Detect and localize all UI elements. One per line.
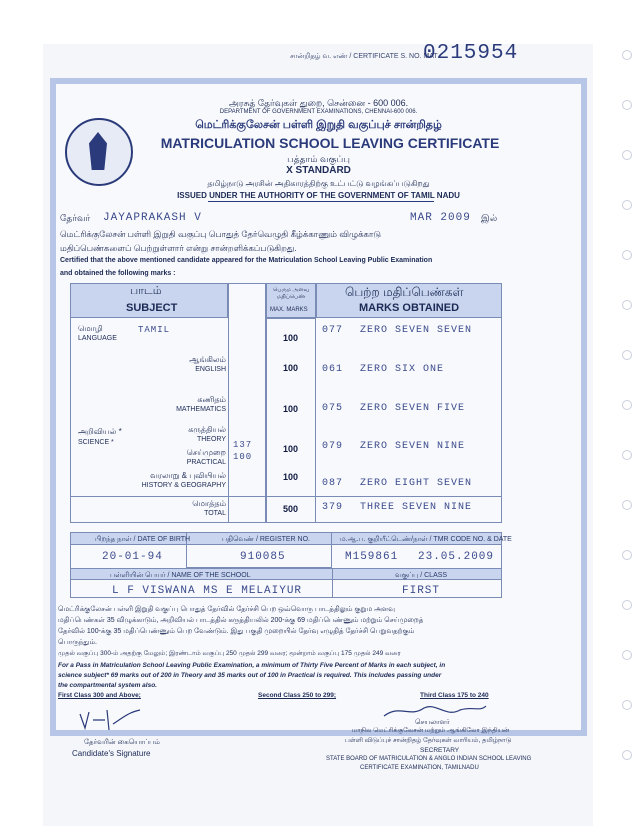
register-value: 910085 <box>240 551 286 563</box>
max-marks: 100 <box>283 444 299 454</box>
split-column <box>228 283 266 523</box>
exam-session: MAR 2009 <box>410 212 471 224</box>
marks-number: 075 <box>322 403 344 414</box>
note-english-1: For a Pass in Matriculation School Leaving Public Examination, a minimum of Thirty Five Percent of Marks in each subject, in <box>58 662 446 669</box>
subject-name-tamil: வரலாறு & புவியியல் <box>150 471 226 480</box>
secretary-label: SECRETARY <box>420 747 460 754</box>
language-label: LANGUAGE <box>78 335 117 342</box>
authority-tamil: தமிழ்நாடு அரசின் அதிகாரத்திற்கு உட்பட்டு வழங்கப்படுகிறது <box>207 179 430 188</box>
subject-name-tamil: கருத்தியல் <box>188 425 226 434</box>
candidate-name: JAYAPRAKASH V <box>103 212 202 224</box>
marks-words: ZERO SEVEN FIVE <box>360 403 466 414</box>
total-number: 379 <box>322 502 344 513</box>
certificate-number: 0215954 <box>423 42 519 65</box>
first-class-note: First Class 300 and Above; <box>58 692 141 699</box>
max-marks: 100 <box>283 333 299 343</box>
secretary-tamil-2: பள்ளி விடுப்புச் சான்றிதழ் தேர்வுகள் வாரியம், தமிழ்நாடு <box>345 737 512 744</box>
col-subject: SUBJECT <box>126 302 178 314</box>
title-tamil: மெட்ரிக்குலேசன் பள்ளி இறுதி வகுப்புச் சான்றிதழ் <box>195 119 442 131</box>
theory-split: 137 <box>233 440 253 450</box>
subject-name-tamil: ஆங்கிலம் <box>189 355 226 364</box>
subject-name-tamil: செய்முறை <box>186 448 226 457</box>
certificate-no-label: சான்றிதழ் வ. எண் / CERTIFICATE S. NO. MAT <box>290 53 438 60</box>
note-english-2: science subject* 69 marks out of 200 in Theory and 35 marks out of 100 in Practical is required. This includes passing under <box>58 672 442 679</box>
total-max: 500 <box>283 504 299 514</box>
register-label: பதிவெண் / REGISTER NO. <box>222 536 311 543</box>
session-suffix: இல் <box>481 213 498 223</box>
binder-holes <box>618 40 632 820</box>
marks-words: ZERO SEVEN NINE <box>360 441 466 452</box>
col-max-tamil: பெரும அளவு மதிப்பெண் <box>273 287 309 300</box>
second-class-note: Second Class 250 to 299; <box>258 692 337 699</box>
note-english-3: the compartmental system also. <box>58 682 157 689</box>
max-column <box>266 318 316 523</box>
total-label: TOTAL <box>204 510 226 517</box>
subject-name: THEORY <box>196 436 226 443</box>
total-tamil: மொத்தம் <box>192 499 226 508</box>
max-marks: 100 <box>283 363 299 373</box>
secretary-english-2: CERTIFICATE EXAMINATION, TAMILNADU <box>360 765 479 771</box>
col-obtained: MARKS OBTAINED <box>359 302 460 314</box>
marks-number: 077 <box>322 325 344 336</box>
col-max: MAX. MARKS <box>270 307 308 313</box>
secretary-tamil-title: செயலாளர் <box>415 719 450 726</box>
school-name: L F VISWANA MS E MELAIYUR <box>112 585 303 597</box>
total-words: THREE SEVEN NINE <box>360 502 473 513</box>
secretary-tamil-1: மாநில மெட்ரிக்குலேசன் மற்றும் ஆங்கிலோ இந்தியன் <box>352 727 510 734</box>
tmr-date: 23.05.2009 <box>418 551 495 563</box>
subject-name: ENGLISH <box>195 366 226 373</box>
subject-name: MATHEMATICS <box>176 406 226 413</box>
certify-english-1: Certified that the above mentioned candidate appeared for the Matriculation School Leaving Public Examination <box>60 257 433 264</box>
third-class-note: Third Class 175 to 240 <box>420 692 489 699</box>
dept-tamil: அரசுத் தேர்வுகள் துறை, சென்னை - 600 006. <box>228 98 409 108</box>
marks-words: ZERO SIX ONE <box>360 364 445 375</box>
class-label: வகுப்பு / CLASS <box>395 572 448 579</box>
note-tamil-3: தேர்வில் 100-க்கு 35 மதிப்பெண்ணும் பெற வேண்டும். இது பகுதி முறையில் தேர்வு எழுதித் தேர்ச்சி பெறுவதற்கும் <box>58 628 415 635</box>
school-label: பள்ளியின் பெயர் / NAME OF THE SCHOOL <box>110 572 251 579</box>
dob-value: 20-01-94 <box>102 551 163 563</box>
marks-words: ZERO SEVEN SEVEN <box>360 325 473 336</box>
dept-english: DEPARTMENT OF GOVERNMENT EXAMINATIONS, CHENNAI-600 006. <box>219 109 418 115</box>
note-tamil-4: பொருந்தும். <box>58 639 97 646</box>
practical-split: 100 <box>233 452 253 462</box>
marks-number: 061 <box>322 364 344 375</box>
subject-name: PRACTICAL <box>186 459 226 466</box>
max-marks: 100 <box>283 404 299 414</box>
note-tamil-1: மெட்ரிக்குலேசன் பள்ளி இறுதி வகுப்பு பொதுத் தேர்வில் தேர்ச்சி பெற ஒவ்வொரு பாடத்திலும் குறும அளவு <box>58 606 395 613</box>
marks-number: 079 <box>322 441 344 452</box>
candidate-label: தேர்வர் <box>60 213 91 223</box>
tmr-code: M159861 <box>345 551 399 563</box>
header-rule <box>208 201 434 202</box>
certify-tamil-2: மதிப்பெண்களைப் பெற்றுள்ளார் என்று சான்றளிக்கப்படுகிறது. <box>60 243 297 253</box>
max-marks: 100 <box>283 472 299 482</box>
candidate-signature-icon <box>75 706 145 734</box>
certify-tamil-1: மெட்ரிக்குலேசன் பள்ளி இறுதி வகுப்பு பொதுத் தேர்வெழுதி கீழ்க்காணும் விழுக்காடு <box>60 229 381 239</box>
language-tamil: மொழி <box>78 324 103 333</box>
marks-words: ZERO EIGHT SEVEN <box>360 478 473 489</box>
science-tamil: அறிவியல் * <box>78 427 122 436</box>
subject-name: HISTORY & GEOGRAPHY <box>141 482 226 489</box>
tmr-label: ம.ஆ.ப. குறியீட்டெண்/நாள் / TMR CODE NO. & DATE <box>340 536 512 543</box>
note-tamil-classes: முதல் வகுப்பு 300-ம் அதற்கு மேலும்; இரண்டாம் வகுப்பு 250 முதல் 299 வரை; மூன்றாம் வகுப்பு 175 முதல் 249 வரை <box>58 650 401 657</box>
title-english: MATRICULATION SCHOOL LEAVING CERTIFICATE <box>160 135 500 151</box>
standard-english: X STANDARD <box>286 165 351 176</box>
standard-tamil: பத்தாம் வகுப்பு <box>287 154 350 164</box>
certify-english-2: and obtained the following marks : <box>60 270 176 277</box>
dob-label: பிறந்த நாள் / DATE OF BIRTH <box>95 536 191 543</box>
class-value: FIRST <box>402 585 441 597</box>
candidate-signature-tamil: தேர்வரின் கையொப்பம் <box>84 739 160 746</box>
col-obtained-tamil: பெற்ற மதிப்பெண்கள் <box>345 285 464 299</box>
note-tamil-2: மதிப்பெண்கள் 35 விழுக்காடும், அறிவியல் பாடத்தில் கருத்தியலில் 200-க்கு 69 மதிப்பெண்ணும் மற்றும் செய்முறைத் <box>58 617 424 624</box>
marks-number: 087 <box>322 478 344 489</box>
science-label: SCIENCE * <box>78 439 114 446</box>
secretary-english-1: STATE BOARD OF MATRICULATION & ANGLO INDIAN SCHOOL LEAVING <box>326 756 532 762</box>
col-subject-tamil: பாடம் <box>130 285 162 297</box>
subject-name-tamil: கணிதம் <box>197 395 226 404</box>
subject-tamil-name: TAMIL <box>138 325 171 335</box>
authority-english: ISSUED UNDER THE AUTHORITY OF THE GOVERNMENT OF TAMIL NADU <box>177 191 460 200</box>
candidate-signature-label: Candidate's Signature <box>72 749 151 758</box>
